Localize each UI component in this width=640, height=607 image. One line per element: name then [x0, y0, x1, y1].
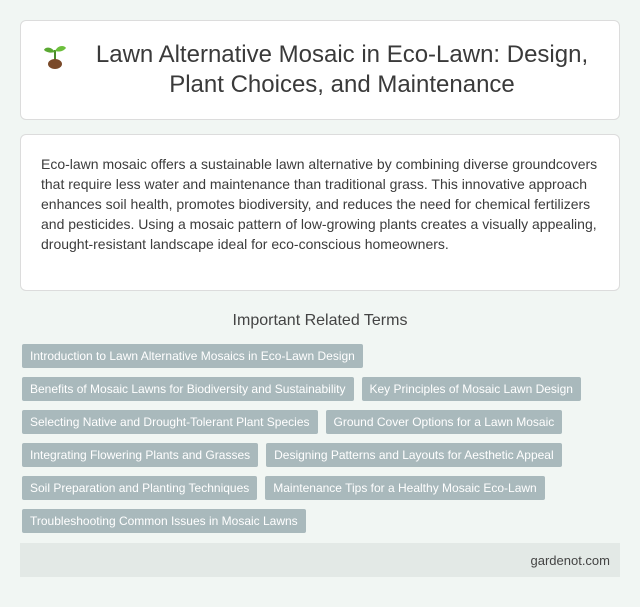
description-card [20, 134, 620, 291]
title-row [41, 40, 599, 100]
related-term-tag[interactable]: Soil Preparation and Planting Techniques [22, 476, 257, 500]
related-terms-list [22, 344, 622, 542]
related-terms-heading: Important Related Terms [232, 312, 408, 329]
related-term-tag[interactable]: Integrating Flowering Plants and Grasses [22, 443, 258, 467]
related-term-tag[interactable]: Selecting Native and Drought-Tolerant Plant Species [22, 410, 318, 434]
page-title: Lawn Alternative Mosaic in Eco-Lawn: Design, Plant Choices, and Maintenance [95, 41, 589, 98]
related-term-tag[interactable]: Troubleshooting Common Issues in Mosaic Lawns [22, 509, 306, 533]
related-term-tag[interactable]: Maintenance Tips for a Healthy Mosaic Eco-Lawn [265, 476, 544, 500]
related-term-tag[interactable]: Introduction to Lawn Alternative Mosaics in Eco-Lawn Design [22, 344, 363, 368]
related-term-tag[interactable]: Ground Cover Options for a Lawn Mosaic [326, 410, 563, 434]
footer-site-link[interactable]: gardenot.com [530, 552, 610, 568]
related-term-tag[interactable]: Benefits of Mosaic Lawns for Biodiversity and Sustainability [22, 377, 354, 401]
description-text: Eco-lawn mosaic offers a sustainable lawn alternative by combining diverse groundcovers that require less water and maintenance than traditional grass. This innovative approach enhances soil health, promotes biodiversity, and reduces the need for chemical fertilizers and pesticides. Using a mosaic pattern of low-growing plants creates a visually appealing, drought-resistant landscape ideal for eco-conscious homeowners. [41, 156, 598, 252]
related-term-tag[interactable]: Key Principles of Mosaic Lawn Design [362, 377, 581, 401]
related-term-tag[interactable]: Designing Patterns and Layouts for Aesthetic Appeal [266, 443, 562, 467]
footer [20, 543, 620, 577]
title-card [20, 20, 620, 120]
seedling-icon [41, 42, 69, 70]
